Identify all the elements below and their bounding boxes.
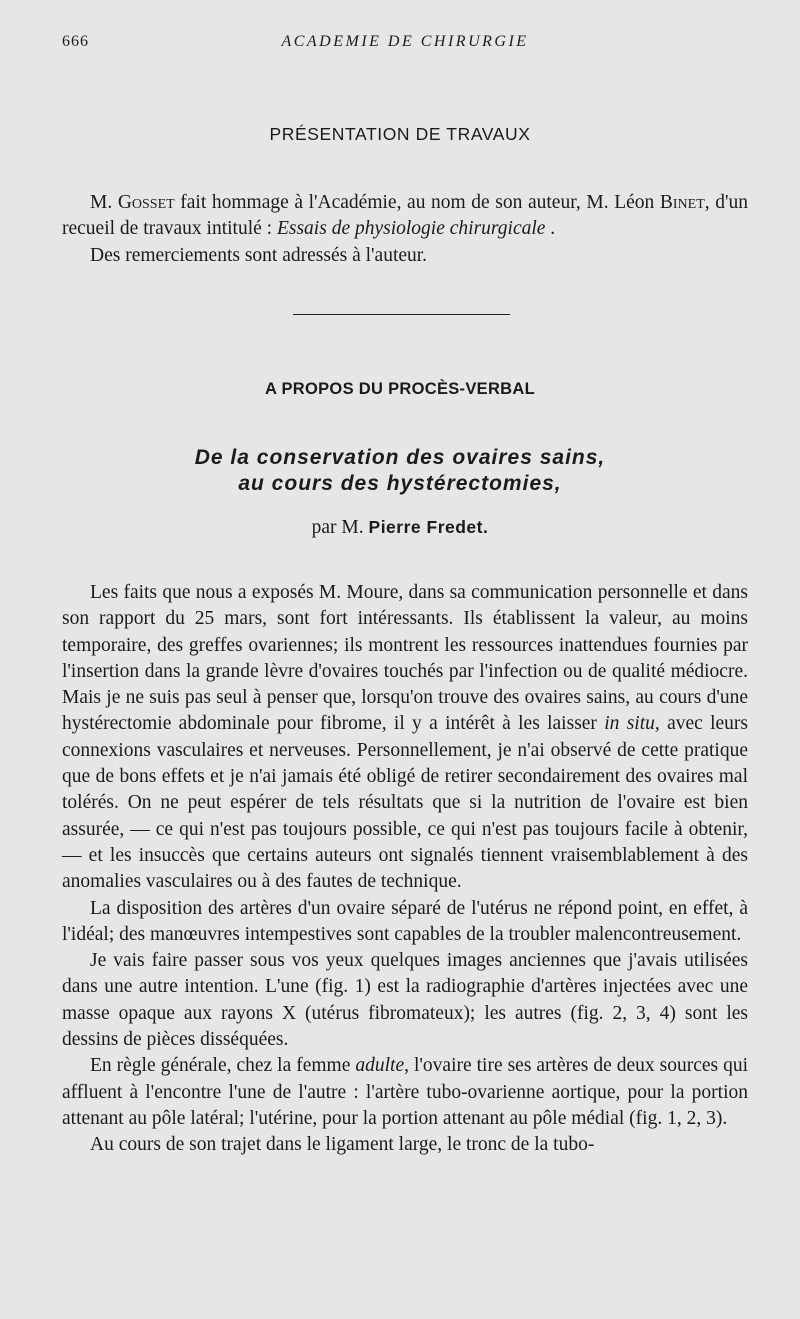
section-heading-presentation: PRÉSENTATION DE TRAVAUX — [269, 124, 531, 144]
text-run: . — [545, 218, 556, 240]
body-paragraph-4 — [62, 1053, 748, 1132]
author-name: Binet — [659, 192, 705, 213]
work-title: Essais de physiologie chirurgicale — [276, 218, 546, 240]
section-divider — [293, 314, 510, 315]
article-title-line-2: au cours des hystérectomies, — [238, 472, 562, 495]
text-run: M. — [90, 192, 118, 213]
running-title: ACADEMIE DE CHIRURGIE — [281, 33, 529, 50]
text-run: , l'ovaire tire ses artères de deux sources qui affluent à l'encontre l'une de l'autre : l'artère tubo-ovarienne aortique, pour la portion attenant au pôle latéral; l'utérine, pour la portion attenant au pôle médial (fig. 1, 2, 3). — [62, 1055, 749, 1129]
text-run: En règle générale, chez la femme — [90, 1055, 356, 1077]
text-run: avec leurs connexions vasculaires et nerveuses. Personnellement, je n'ai observé de cette pratique que de bons effets et je n'ai jamais été obligé de retirer secondairement des ovaires mal tolérés. On ne peut espérer de tels résultats que si la nutrition de l'ovaire est bien assurée, — ce qui n'est pas toujours possible, ce qui n'est pas toujours facile à obtenir, — et les insuccès que certains auteurs ont signalés tiennent vraisemblablement à des anomalies vasculaires ou à des fautes de technique. — [62, 713, 748, 893]
body-paragraph-3: Je vais faire passer sous vos yeux quelques images anciennes que j'avais utilisées dans une autre intention. L'une (fig. 1) est la radiographie d'artères injectées avec une masse opaque aux rayons X (utérus fibromateux); les autres (fig. 2, 3, 4) sont les dessins de pièces disséquées. — [62, 950, 748, 1051]
byline-prefix: par M. — [311, 517, 369, 538]
text-run: , d'un recueil de travaux intitulé : — [62, 192, 748, 240]
section-heading-proces-verbal: A PROPOS DU PROCÈS-VERBAL — [264, 380, 535, 398]
article-title-line-1: De la conservation des ovaires sains, — [194, 446, 606, 469]
article-body — [62, 580, 748, 1159]
text-run: fait hommage à l'Académie, au nom de son auteur, M. Léon — [174, 192, 660, 213]
text-run: Les faits que nous a exposés M. Moure, dans sa communication personnelle et dans son rapport du 25 mars, sont fort intéressants. Ils établissent la valeur, au moins temporaire, des greffes ovariennes; ils montrent les ressources inattendues fournies par l'insertion dans la grande lèvre d'ovaires touchés par l'infection ou de qualité médiocre. Mais je ne suis pas seul à penser que, lorsqu'on trouve des ovaires sains, au cours d'une hystérectomie abdominale pour fibrome, il y a intérêt à les laisser — [62, 582, 748, 735]
presentation-paragraph: Des remerciements sont adressés à l'auteur. — [90, 244, 428, 266]
byline-author: Pierre Fredet. — [368, 517, 489, 537]
body-paragraph-1 — [62, 580, 748, 896]
body-paragraph-2: La disposition des artères d'un ovaire séparé de l'utérus ne répond point, en effet, à l'idéal; des manœuvres intempestives sont capables de la troubler malencontreusement. — [62, 897, 748, 945]
byline — [0, 517, 800, 539]
author-name: Gosset — [117, 192, 175, 213]
page-number: 666 — [62, 33, 89, 50]
body-paragraph-5: Au cours de son trajet dans le ligament large, le tronc de la tubo- — [90, 1134, 595, 1156]
presentation-text — [62, 190, 748, 269]
italic-run: in situ, — [604, 713, 660, 735]
presentation-paragraph — [62, 190, 748, 243]
italic-run: adulte — [355, 1055, 405, 1077]
